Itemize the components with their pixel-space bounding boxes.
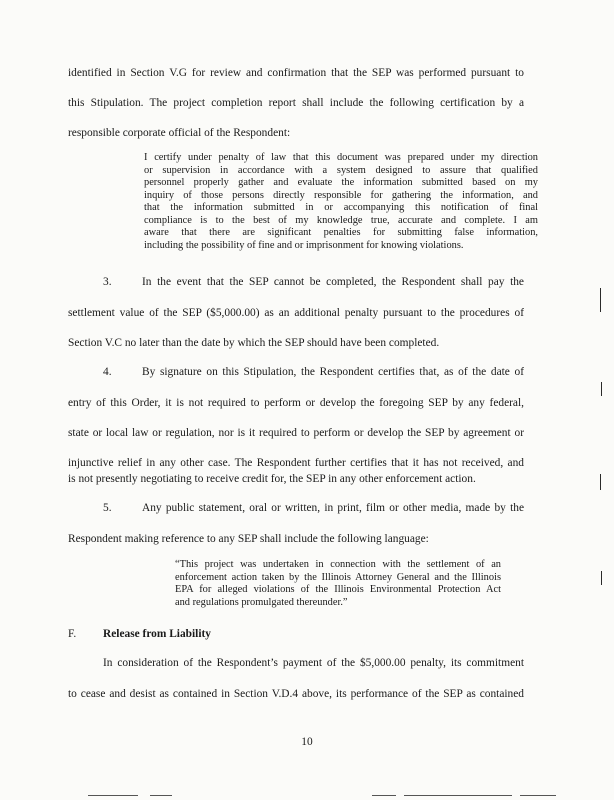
scan-mark xyxy=(601,382,602,396)
certification-line: I certify under penalty of law that this document was prepared under my direction xyxy=(144,152,538,163)
certification-line: aware that there are significant penalties for submitting false information, xyxy=(144,227,538,238)
certification-line: that the information submitted in or accompanying this notification of final xyxy=(144,202,538,213)
quote-line: and regulations promulgated thereunder.” xyxy=(175,596,348,608)
quote-line: EPA for alleged violations of the Illinois Environmental Protection Act xyxy=(175,584,501,595)
scan-mark xyxy=(601,571,602,585)
certification-line: inquiry of those persons directly responsible for gathering the information, and xyxy=(144,189,538,201)
certification-line: personnel properly gather and evaluate the information submitted based on my xyxy=(144,177,538,188)
scan-mark xyxy=(520,795,556,796)
body-line: Any public statement, oral or written, in print, film or other media, made by the xyxy=(142,502,524,514)
body-line: responsible corporate official of the Respondent: xyxy=(68,127,291,139)
quote-line: “This project was undertaken in connection with the settlement of an xyxy=(175,559,501,570)
body-line: to cease and desist as contained in Section V.D.4 above, its performance of the SEP as contained xyxy=(68,688,524,700)
paragraph-number: 5. xyxy=(103,502,112,514)
body-line: this Stipulation. The project completion report shall include the following certification by a xyxy=(68,97,524,109)
body-line: identified in Section V.G for review and confirmation that the SEP was performed pursuant to xyxy=(68,67,524,79)
page-number: 10 xyxy=(301,736,313,748)
section-letter: F. xyxy=(68,628,77,640)
body-line: Respondent making reference to any SEP shall include the following language: xyxy=(68,533,429,545)
body-line: entry of this Order, it is not required to perform or develop the foregoing SEP by any federal, xyxy=(68,397,524,409)
body-line: In consideration of the Respondent’s payment of the $5,000.00 penalty, its commitment xyxy=(103,657,524,669)
body-line: state or local law or regulation, nor is it required to perform or develop the SEP by agreement or xyxy=(68,427,524,439)
section-heading: Release from Liability xyxy=(103,628,211,640)
certification-line: compliance is to the best of my knowledge true, accurate and complete. I am xyxy=(144,214,538,226)
scan-mark xyxy=(150,795,172,796)
certification-line: including the possibility of fine and or imprisonment for knowing violations. xyxy=(144,239,464,251)
scan-mark xyxy=(600,474,601,490)
body-line: In the event that the SEP cannot be completed, the Respondent shall pay the xyxy=(142,276,524,288)
quote-line: enforcement action taken by the Illinois Attorney General and the Illinois xyxy=(175,571,501,583)
certification-line: or supervision in accordance with a system designed to assure that qualified xyxy=(144,164,538,176)
scan-mark xyxy=(600,288,601,312)
paragraph-number: 3. xyxy=(103,276,112,288)
scan-mark xyxy=(372,795,396,796)
body-line: is not presently negotiating to receive credit for, the SEP in any other enforcement action. xyxy=(68,473,476,485)
body-line: By signature on this Stipulation, the Respondent certifies that, as of the date of xyxy=(142,366,524,378)
scan-mark xyxy=(88,795,138,796)
body-line: Section V.C no later than the date by which the SEP should have been completed. xyxy=(68,337,440,349)
body-line: injunctive relief in any other case. The Respondent further certifies that it has not received, and xyxy=(68,457,524,469)
body-line: settlement value of the SEP ($5,000.00) as an additional penalty pursuant to the procedures of xyxy=(68,307,524,319)
scan-mark xyxy=(404,795,512,796)
paragraph-number: 4. xyxy=(103,366,112,378)
